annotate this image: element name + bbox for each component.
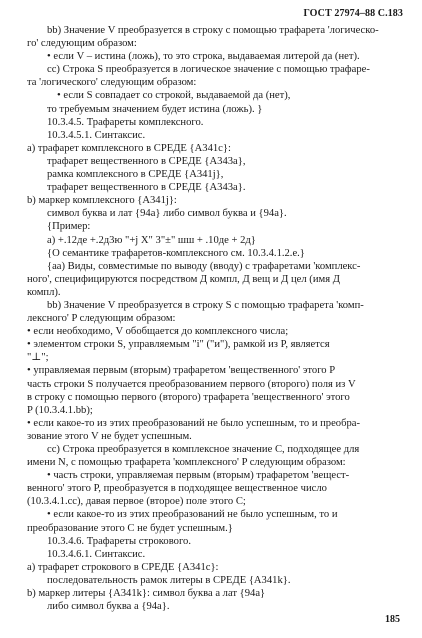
text-line: {aa) Виды, совместимые по выводу (вводу) с трафаретами 'комплекс- (47, 260, 361, 272)
syntax-rule: символ буква и лат {94a} либо символ буква и {94a}. (47, 208, 287, 220)
text-line: имени N, с помощью трафарета 'комплексного' P следующим образом: (27, 457, 346, 469)
bullet-line: • если какое-то из этих преобразований не было успешным, то и преобра- (27, 417, 361, 429)
syntax-rule: трафарет вещественного в СРЕДЕ {A343a}. (47, 182, 246, 194)
page-header: ГОСТ 27974–88 С.183 (303, 8, 403, 19)
text-line: ного', специфицируются посредством Д компл, Д вещ и Д цел (имя Д (27, 273, 340, 285)
syntax-rule: a) трафарет строкового в СРЕДЕ {A341c}: (27, 561, 219, 573)
example-line: a) +.12де +.2д3ю "+j X" 3"±" шш + .10де + 2д} (47, 234, 256, 246)
text-line: P (10.3.4.1.bb); (27, 404, 93, 416)
bullet-line: • часть строки, управляемая первым (вторым) трафаретом 'вещест- (47, 470, 350, 482)
syntax-rule: трафарет вещественного в СРЕДЕ {A343a}, (47, 155, 246, 167)
example-label: {Пример: (47, 221, 91, 233)
bullet-line: • если V – истина (ложь), то это строка, выдаваемая литерой да (нет). (47, 51, 360, 63)
bullet-line: • если S совпадает со строкой, выдаваемой да (нет), (57, 90, 291, 102)
text-line: часть строки S получается преобразованием первого (второго) поля из V (27, 378, 356, 390)
text-line: преобразование этого C не будет успешным.} (27, 522, 233, 534)
page-number: 185 (385, 613, 400, 625)
syntax-rule: рамка комплексного в СРЕДЕ {A341j}, (47, 169, 224, 181)
text-line: та 'логического' следующим образом: (27, 77, 197, 89)
text-line: лексного' P следующим образом: (27, 313, 176, 325)
text-line: "⊥"; (27, 352, 49, 364)
text-line: то требуемым значением будет истина (ложь). } (47, 103, 263, 115)
text-line: cc) Строка S преобразуется в логическое значение с помощью трафаре- (47, 64, 370, 76)
syntax-rule: либо символ буква а {94a}. (47, 601, 170, 613)
syntax-rule: b) маркер литеры {A341k}: символ буква а лат {94a} (27, 588, 266, 600)
text-line: зование этого V не будет успешным. (27, 430, 192, 442)
bullet-line: • управляемая первым (вторым) трафаретом 'вещественного' этого P (27, 365, 336, 377)
text-line: (10.3.4.1.cc), давая первое (второе) поле этого C; (27, 496, 246, 508)
text-line: го' следующим образом: (27, 38, 137, 50)
syntax-rule: a) трафарет комплексного в СРЕДЕ {A341c}: (27, 142, 231, 154)
bullet-line: • если какое-то из этих преобразований не было успешным, то и (47, 509, 338, 521)
text-line: в строку с помощью первого (второго) трафарета 'вещественного' этого (27, 391, 350, 403)
text-line: cc) Строка преобразуется в комплексное значение C, подходящее для (47, 444, 360, 455)
text-line: компл). (27, 286, 61, 298)
section-heading: 10.3.4.5.1. Синтаксис. (47, 129, 146, 141)
section-heading: 10.3.4.6. Трафареты строкового. (47, 535, 191, 547)
section-heading: 10.3.4.5. Трафареты комплексного. (47, 116, 204, 128)
syntax-rule: последовательность рамок литеры в СРЕДЕ {A341k}. (47, 574, 291, 586)
text-line: венного' этого P, преобразуется в подходящее вещественное число (27, 483, 327, 495)
section-heading: 10.3.4.6.1. Синтаксис. (47, 548, 146, 560)
text-line: {О семантике трафаретов-комплексного см. 10.3.4.1.2.e.} (47, 247, 305, 259)
bullet-line: • элементом строки S, управляемым "i" ("и"), рамкой из P, является (27, 339, 330, 351)
bullet-line: • если необходимо, V обобщается до комплексного числа; (27, 326, 289, 338)
page-body (27, 24, 405, 613)
syntax-rule: b) маркер комплексного {A341j}: (27, 195, 177, 207)
text-line: bb) Значение V преобразуется в строку с помощью трафарета 'логическо- (47, 25, 379, 36)
text-line: bb) Значение V преобразуется в строку S с помощью трафарета 'комп- (47, 299, 364, 311)
